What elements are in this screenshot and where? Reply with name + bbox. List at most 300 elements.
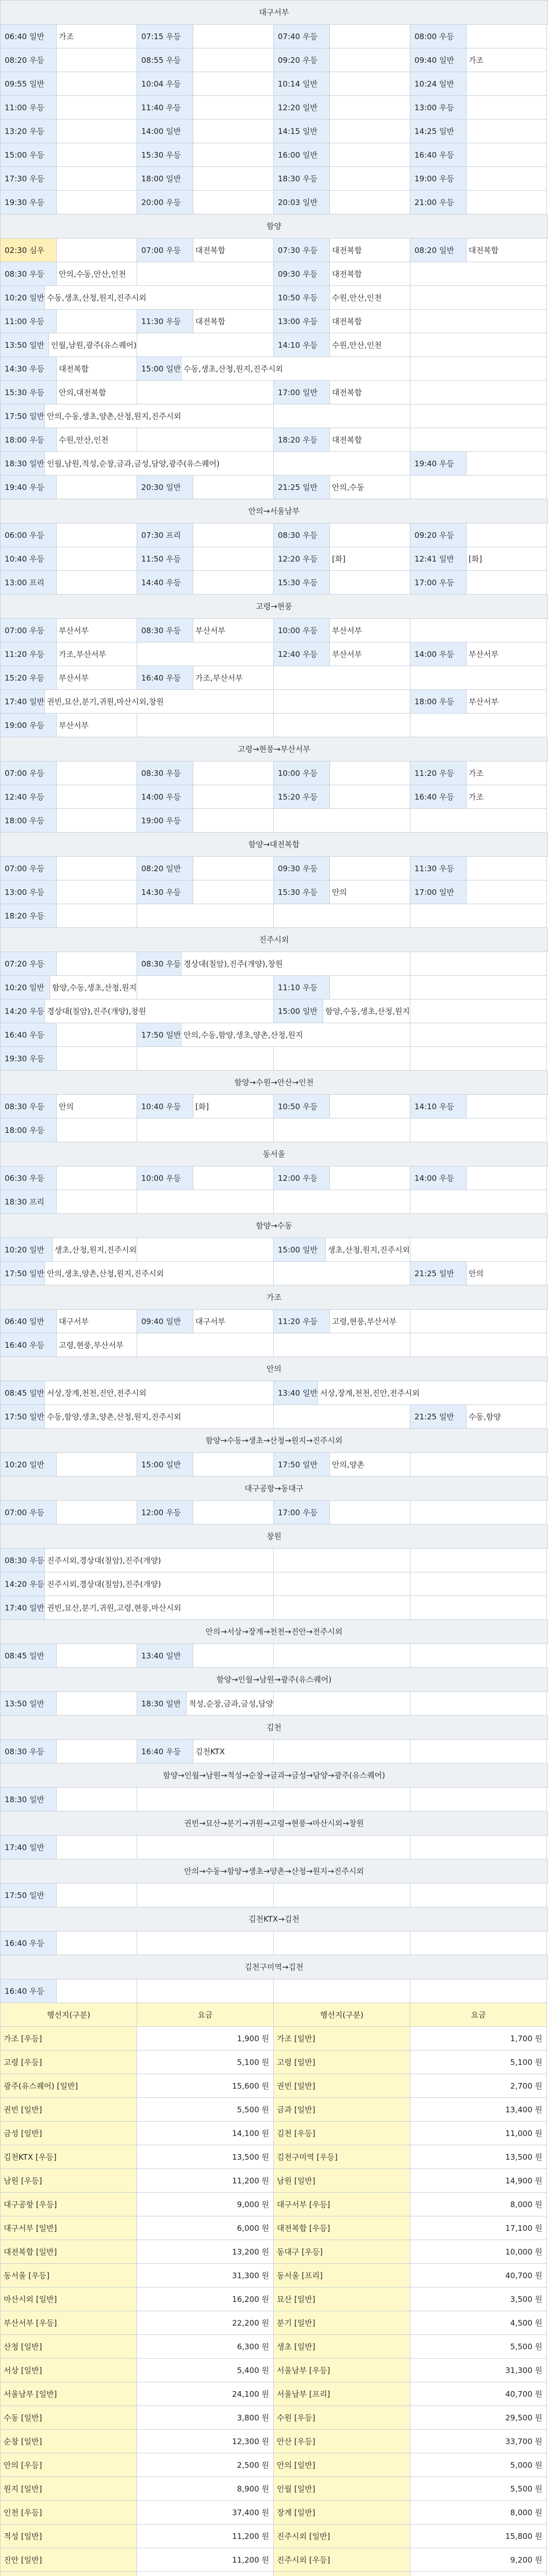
departure-slot[interactable]	[137, 523, 274, 547]
route-note	[57, 880, 137, 904]
fare-price: 11,200 원	[137, 2548, 274, 2572]
fare-price: 3,500 원	[410, 2287, 547, 2311]
fare-price: 16,200 원	[137, 2287, 274, 2311]
departure-slot[interactable]	[274, 381, 410, 404]
departure-slot[interactable]	[274, 642, 410, 666]
departure-slot[interactable]	[1, 428, 137, 452]
fare-destination: 원지 [일반]	[1, 2477, 137, 2501]
fare-destination: 동대구 [우등]	[274, 2240, 410, 2264]
departure-slot[interactable]	[137, 547, 274, 571]
departure-slot[interactable]	[1, 262, 137, 286]
departure-slot[interactable]	[1, 476, 137, 499]
departure-time: 13:50 일반	[1, 1692, 57, 1715]
departure-time: 18:20 우등	[274, 428, 330, 451]
departure-slot[interactable]	[410, 72, 547, 96]
departure-slot[interactable]	[274, 286, 410, 310]
route-note	[467, 72, 546, 95]
departure-slot[interactable]	[137, 1310, 274, 1333]
departure-slot[interactable]	[137, 1095, 274, 1118]
route-note	[193, 1644, 273, 1667]
fare-row	[0, 2145, 548, 2169]
departure-slot[interactable]	[1, 25, 137, 48]
departure-time: 18:20 우등	[1, 904, 57, 927]
departure-slot[interactable]	[274, 262, 410, 286]
empty-slot	[410, 262, 547, 286]
schedule-row	[0, 262, 548, 286]
departure-slot[interactable]	[137, 72, 274, 96]
departure-slot[interactable]	[1, 547, 137, 571]
schedule-row	[0, 1979, 548, 2003]
fare-row	[0, 2548, 548, 2572]
schedule-row	[0, 619, 548, 642]
departure-slot[interactable]	[137, 809, 274, 833]
departure-time: 10:04 우등	[137, 72, 193, 95]
fare-destination: 인월 [일반]	[274, 2477, 410, 2501]
departure-slot[interactable]	[137, 666, 274, 690]
route-note	[57, 167, 137, 190]
departure-time: 14:40 우등	[137, 571, 193, 594]
schedule-row	[0, 809, 548, 833]
section-title: 안의	[0, 1357, 548, 1381]
departure-slot[interactable]	[137, 785, 274, 809]
route-note: 진주시외,경상대(칠암),진주(개양)	[45, 1572, 161, 1596]
departure-slot[interactable]	[274, 880, 410, 904]
schedule-row	[0, 1836, 548, 1859]
schedule-row	[0, 857, 548, 880]
departure-slot[interactable]	[137, 357, 283, 381]
empty-slot	[410, 1238, 547, 1262]
departure-time: 11:40 우등	[137, 96, 193, 119]
section-title: 안의→서울남부	[0, 499, 548, 523]
departure-slot[interactable]	[1, 809, 137, 833]
departure-slot[interactable]	[1, 904, 137, 928]
departure-slot[interactable]	[274, 999, 410, 1023]
departure-slot[interactable]	[410, 690, 547, 714]
fare-row	[0, 2074, 548, 2098]
route-note	[57, 857, 137, 880]
departure-slot[interactable]	[1, 1931, 137, 1955]
route-note: 대구서부	[193, 1310, 273, 1333]
departure-slot[interactable]	[137, 619, 274, 642]
schedule-row	[0, 48, 548, 72]
departure-slot[interactable]	[137, 476, 274, 499]
fare-price: 17,100 원	[410, 2216, 547, 2240]
departure-slot[interactable]	[410, 167, 547, 191]
departure-slot[interactable]	[1, 571, 137, 595]
route-note	[57, 809, 137, 832]
departure-time: 18:00 우등	[1, 809, 57, 832]
departure-slot[interactable]	[410, 761, 547, 785]
departure-slot[interactable]	[137, 239, 274, 262]
schedule-row	[0, 25, 548, 48]
departure-slot[interactable]	[1, 1692, 137, 1716]
route-note: 안의	[467, 1262, 546, 1285]
departure-slot[interactable]	[410, 785, 547, 809]
departure-time: 09:40 일반	[137, 1310, 193, 1333]
departure-slot[interactable]	[410, 120, 547, 143]
departure-slot[interactable]	[1, 96, 137, 120]
departure-slot[interactable]	[1, 523, 137, 547]
departure-slot[interactable]	[1, 714, 137, 737]
departure-slot[interactable]	[137, 571, 274, 595]
departure-slot[interactable]	[1, 880, 137, 904]
route-note: 대전복합	[57, 357, 137, 380]
departure-time: 21:25 일반	[410, 1405, 467, 1428]
departure-slot[interactable]	[137, 1501, 274, 1524]
departure-time: 02:30 심우	[1, 239, 57, 262]
departure-slot[interactable]	[137, 1023, 303, 1047]
departure-slot[interactable]	[274, 120, 410, 143]
departure-slot[interactable]	[1, 1549, 161, 1572]
departure-slot[interactable]	[137, 310, 274, 333]
departure-slot[interactable]	[1, 167, 137, 191]
fare-destination	[274, 2572, 410, 2576]
departure-slot[interactable]	[274, 333, 410, 357]
schedule-row	[0, 1381, 548, 1405]
departure-slot[interactable]	[410, 25, 547, 48]
route-note	[467, 120, 546, 143]
departure-time: 08:30 우등	[274, 523, 330, 547]
departure-time: 11:50 우등	[137, 547, 193, 570]
departure-slot[interactable]	[137, 48, 274, 72]
empty-slot	[410, 404, 547, 428]
route-note	[467, 25, 546, 48]
departure-time: 09:20 우등	[410, 523, 467, 547]
departure-slot[interactable]	[410, 1166, 547, 1190]
route-note	[193, 191, 273, 214]
fare-destination: 남원 [우등]	[1, 2169, 137, 2193]
departure-slot[interactable]	[274, 167, 410, 191]
departure-slot[interactable]	[410, 239, 547, 262]
departure-slot[interactable]	[137, 143, 274, 167]
empty-slot	[410, 1740, 547, 1764]
departure-slot[interactable]	[274, 143, 410, 167]
section-title: 김천KTX→김천	[0, 1907, 548, 1931]
departure-slot[interactable]	[274, 48, 410, 72]
empty-slot	[137, 262, 274, 286]
departure-slot[interactable]	[1, 1596, 181, 1620]
schedule-row	[0, 785, 548, 809]
departure-slot[interactable]	[1, 1238, 137, 1262]
departure-slot[interactable]	[1, 381, 137, 404]
departure-slot[interactable]	[1, 1740, 137, 1764]
fare-destination: 대구서부 [일반]	[1, 2216, 137, 2240]
departure-slot[interactable]	[1, 1310, 137, 1333]
departure-slot[interactable]	[274, 476, 410, 499]
empty-slot	[410, 1644, 547, 1668]
departure-slot[interactable]	[274, 1453, 410, 1477]
route-note	[57, 1118, 137, 1142]
empty-slot	[137, 1931, 274, 1955]
departure-slot[interactable]	[137, 952, 283, 976]
route-note	[330, 191, 410, 214]
departure-slot[interactable]	[274, 547, 410, 571]
departure-slot[interactable]	[274, 857, 410, 880]
departure-slot[interactable]	[410, 571, 547, 595]
route-note	[330, 143, 410, 166]
departure-slot[interactable]	[1, 976, 137, 999]
departure-slot[interactable]	[137, 1166, 274, 1190]
schedule-row	[0, 1023, 548, 1047]
route-note: 수동,생초,산청,원지,진주시외	[181, 357, 283, 380]
departure-time: 19:00 우등	[137, 809, 193, 832]
departure-slot[interactable]	[137, 761, 274, 785]
route-note	[57, 761, 137, 785]
departure-slot[interactable]	[410, 143, 547, 167]
departure-slot[interactable]	[1, 143, 137, 167]
fare-row	[0, 2169, 548, 2193]
departure-slot[interactable]	[410, 1095, 547, 1118]
departure-slot[interactable]	[410, 642, 547, 666]
departure-slot[interactable]	[1, 72, 137, 96]
departure-time: 08:30 우등	[137, 619, 193, 642]
departure-time: 16:00 일반	[274, 143, 330, 166]
departure-slot[interactable]	[274, 310, 410, 333]
route-note: 진주시외,경상대(칠암),진주(개양)	[45, 1549, 161, 1572]
route-note	[467, 167, 546, 190]
fare-price: 2,700 원	[410, 2074, 547, 2098]
departure-slot[interactable]	[1, 120, 137, 143]
departure-slot[interactable]	[1, 1788, 137, 1811]
schedule-row	[0, 952, 548, 976]
fare-destination: 김천구미역 [우등]	[274, 2145, 410, 2169]
departure-time: 09:55 일반	[1, 72, 57, 95]
route-note	[467, 96, 546, 119]
departure-slot[interactable]	[410, 48, 547, 72]
route-note: 수동,함양,생초,양촌,산청,원지,진주시외	[45, 1405, 181, 1428]
departure-slot[interactable]	[1, 999, 146, 1023]
departure-slot[interactable]	[410, 523, 547, 547]
departure-slot[interactable]	[1, 690, 164, 714]
fare-price: 5,100 원	[137, 2050, 274, 2074]
departure-slot[interactable]	[274, 523, 410, 547]
departure-time: 16:40 우등	[1, 1023, 57, 1046]
empty-slot	[137, 1979, 274, 2003]
departure-time: 14:00 우등	[137, 785, 193, 808]
departure-slot[interactable]	[274, 976, 410, 999]
fare-price: 15,600 원	[137, 2074, 274, 2098]
fare-price: 40,700 원	[410, 2264, 547, 2287]
departure-slot[interactable]	[274, 785, 410, 809]
fare-price: 31,300 원	[410, 2359, 547, 2382]
departure-slot[interactable]	[137, 96, 274, 120]
departure-slot[interactable]	[1, 1381, 146, 1405]
departure-slot[interactable]	[274, 761, 410, 785]
departure-time: 17:50 일반	[1, 1884, 57, 1907]
departure-slot[interactable]	[137, 880, 274, 904]
section-title: 고령→현풍	[0, 595, 548, 619]
departure-slot[interactable]	[410, 857, 547, 880]
departure-time: 13:20 우등	[1, 120, 57, 143]
route-note	[467, 191, 546, 214]
departure-slot[interactable]	[1, 1453, 137, 1477]
departure-time: 18:30 일반	[1, 452, 45, 475]
departure-slot[interactable]	[410, 547, 547, 571]
departure-slot[interactable]	[1, 1262, 164, 1285]
departure-slot[interactable]	[274, 72, 410, 96]
departure-time: 16:40 우등	[137, 666, 193, 689]
section-title: 김천구미역→김천	[0, 1955, 548, 1979]
schedule-row	[0, 1405, 548, 1429]
departure-slot[interactable]	[137, 191, 274, 214]
departure-slot[interactable]	[1, 952, 137, 976]
route-note	[57, 120, 137, 143]
departure-slot[interactable]	[274, 96, 410, 120]
departure-slot[interactable]	[274, 25, 410, 48]
departure-slot[interactable]	[1, 1047, 137, 1071]
departure-slot[interactable]	[274, 428, 410, 452]
route-note: 안의,양촌	[330, 1453, 410, 1476]
departure-slot[interactable]	[410, 1262, 547, 1285]
fare-price: 5,500 원	[410, 2335, 547, 2359]
departure-slot[interactable]	[1, 1836, 137, 1859]
departure-slot[interactable]	[274, 1095, 410, 1118]
departure-slot[interactable]	[1, 1023, 137, 1047]
departure-slot[interactable]	[1, 452, 220, 476]
departure-slot[interactable]	[274, 239, 410, 262]
departure-slot[interactable]	[410, 452, 547, 476]
fare-destination: 진안 [일반]	[1, 2548, 137, 2572]
empty-slot	[410, 1190, 547, 1214]
departure-time: 16:40 우등	[137, 1740, 193, 1763]
departure-slot[interactable]	[1, 666, 137, 690]
departure-slot[interactable]	[410, 1405, 547, 1429]
departure-time: 18:00 우등	[410, 690, 467, 713]
departure-slot[interactable]	[137, 1692, 274, 1716]
schedule-row	[0, 666, 548, 690]
route-note	[57, 1788, 137, 1811]
departure-slot[interactable]	[410, 96, 547, 120]
departure-time: 20:30 일반	[137, 476, 193, 499]
empty-slot	[410, 1549, 547, 1572]
route-note	[57, 1931, 137, 1955]
route-note	[193, 761, 273, 785]
departure-slot[interactable]	[410, 880, 547, 904]
empty-slot	[410, 714, 547, 737]
route-note: 대전복합	[330, 381, 410, 404]
departure-slot[interactable]	[274, 1238, 410, 1262]
departure-time: 14:00 우등	[410, 642, 467, 666]
departure-slot[interactable]	[1, 404, 181, 428]
schedule-row	[0, 239, 548, 262]
route-note	[330, 857, 410, 880]
route-note	[330, 167, 410, 190]
empty-slot	[274, 1884, 410, 1907]
departure-slot[interactable]	[274, 1166, 410, 1190]
departure-slot[interactable]	[274, 571, 410, 595]
route-note	[57, 1190, 137, 1213]
departure-slot[interactable]	[1, 1501, 137, 1524]
departure-time: 15:20 우등	[1, 666, 57, 689]
route-note: 대전복합	[467, 239, 546, 262]
fare-destination: 수동 [일반]	[1, 2406, 137, 2430]
departure-slot[interactable]	[1, 1572, 161, 1596]
departure-time: 13:40 일반	[137, 1644, 193, 1667]
departure-slot[interactable]	[1, 239, 137, 262]
departure-slot[interactable]	[1, 1405, 181, 1429]
departure-slot[interactable]	[1, 1644, 137, 1668]
departure-slot[interactable]	[274, 1310, 410, 1333]
departure-slot[interactable]	[1, 310, 137, 333]
departure-slot[interactable]	[137, 120, 274, 143]
departure-time: 17:50 일반	[274, 1453, 330, 1476]
departure-time: 21:00 우등	[410, 191, 467, 214]
departure-slot[interactable]	[274, 191, 410, 214]
route-note	[193, 571, 273, 594]
departure-slot[interactable]	[1, 785, 137, 809]
departure-slot[interactable]	[137, 1740, 274, 1764]
departure-slot[interactable]	[1, 357, 137, 381]
departure-time: 17:00 우등	[410, 571, 467, 594]
departure-slot[interactable]	[1, 333, 137, 357]
route-note: 대구서부	[57, 1310, 137, 1333]
route-note: 권빈,묘산,분기,귀원,마산시외,창원	[45, 690, 164, 713]
departure-slot[interactable]	[274, 1501, 410, 1524]
fare-row	[0, 2216, 548, 2240]
departure-slot[interactable]	[1, 1166, 137, 1190]
departure-slot[interactable]	[1, 1095, 137, 1118]
fare-destination: 묘산 [일반]	[274, 2287, 410, 2311]
route-note: 부산서부	[57, 714, 137, 737]
departure-time: 17:30 우등	[1, 167, 57, 190]
fare-price: 13,500 원	[137, 2145, 274, 2169]
departure-slot[interactable]	[1, 286, 146, 310]
departure-slot[interactable]	[274, 619, 410, 642]
schedule-row	[0, 1118, 548, 1142]
departure-slot[interactable]	[1, 1118, 137, 1142]
departure-time: 14:10 우등	[274, 333, 330, 357]
departure-slot[interactable]	[137, 857, 274, 880]
departure-slot[interactable]	[137, 1644, 274, 1668]
route-note: 부산서부	[193, 619, 273, 642]
route-note: 안의,수동,함양,생초,양촌,산청,원지	[181, 1023, 303, 1046]
departure-slot[interactable]	[274, 1381, 420, 1405]
departure-slot[interactable]	[1, 48, 137, 72]
departure-slot[interactable]	[137, 25, 274, 48]
departure-slot[interactable]	[1, 1979, 137, 2003]
empty-slot	[274, 1262, 410, 1285]
route-note	[57, 239, 137, 262]
route-note: 대전복합	[193, 239, 273, 262]
schedule-row	[0, 1884, 548, 1907]
route-note: 안의	[330, 880, 410, 904]
fare-price: 40,700 원	[410, 2382, 547, 2406]
departure-slot[interactable]	[137, 167, 274, 191]
departure-slot[interactable]	[1, 857, 137, 880]
section-title: 함양→인월→남원→적성→순창→금과→금성→담양→광주(유스퀘어)	[0, 1764, 548, 1788]
departure-slot[interactable]	[1, 761, 137, 785]
departure-time: 10:00 우등	[137, 1166, 193, 1190]
departure-time: 16:40 우등	[410, 143, 467, 166]
departure-slot[interactable]	[410, 191, 547, 214]
departure-slot[interactable]	[1, 191, 137, 214]
departure-slot[interactable]	[1, 642, 137, 666]
schedule-row	[0, 1596, 548, 1620]
departure-time: 10:50 우등	[274, 286, 330, 309]
route-note	[193, 476, 273, 499]
departure-time: 08:30 우등	[137, 952, 181, 975]
departure-slot[interactable]	[1, 1884, 137, 1907]
departure-time: 09:30 우등	[274, 262, 330, 285]
departure-slot[interactable]	[1, 619, 137, 642]
route-note	[57, 96, 137, 119]
fare-destination: 고령 [우등]	[1, 2050, 137, 2074]
fare-destination: 남원 [일반]	[274, 2169, 410, 2193]
departure-slot[interactable]	[1, 1333, 137, 1357]
departure-slot[interactable]	[1, 1190, 137, 1214]
route-note	[57, 1836, 137, 1859]
departure-slot[interactable]	[137, 1453, 274, 1477]
